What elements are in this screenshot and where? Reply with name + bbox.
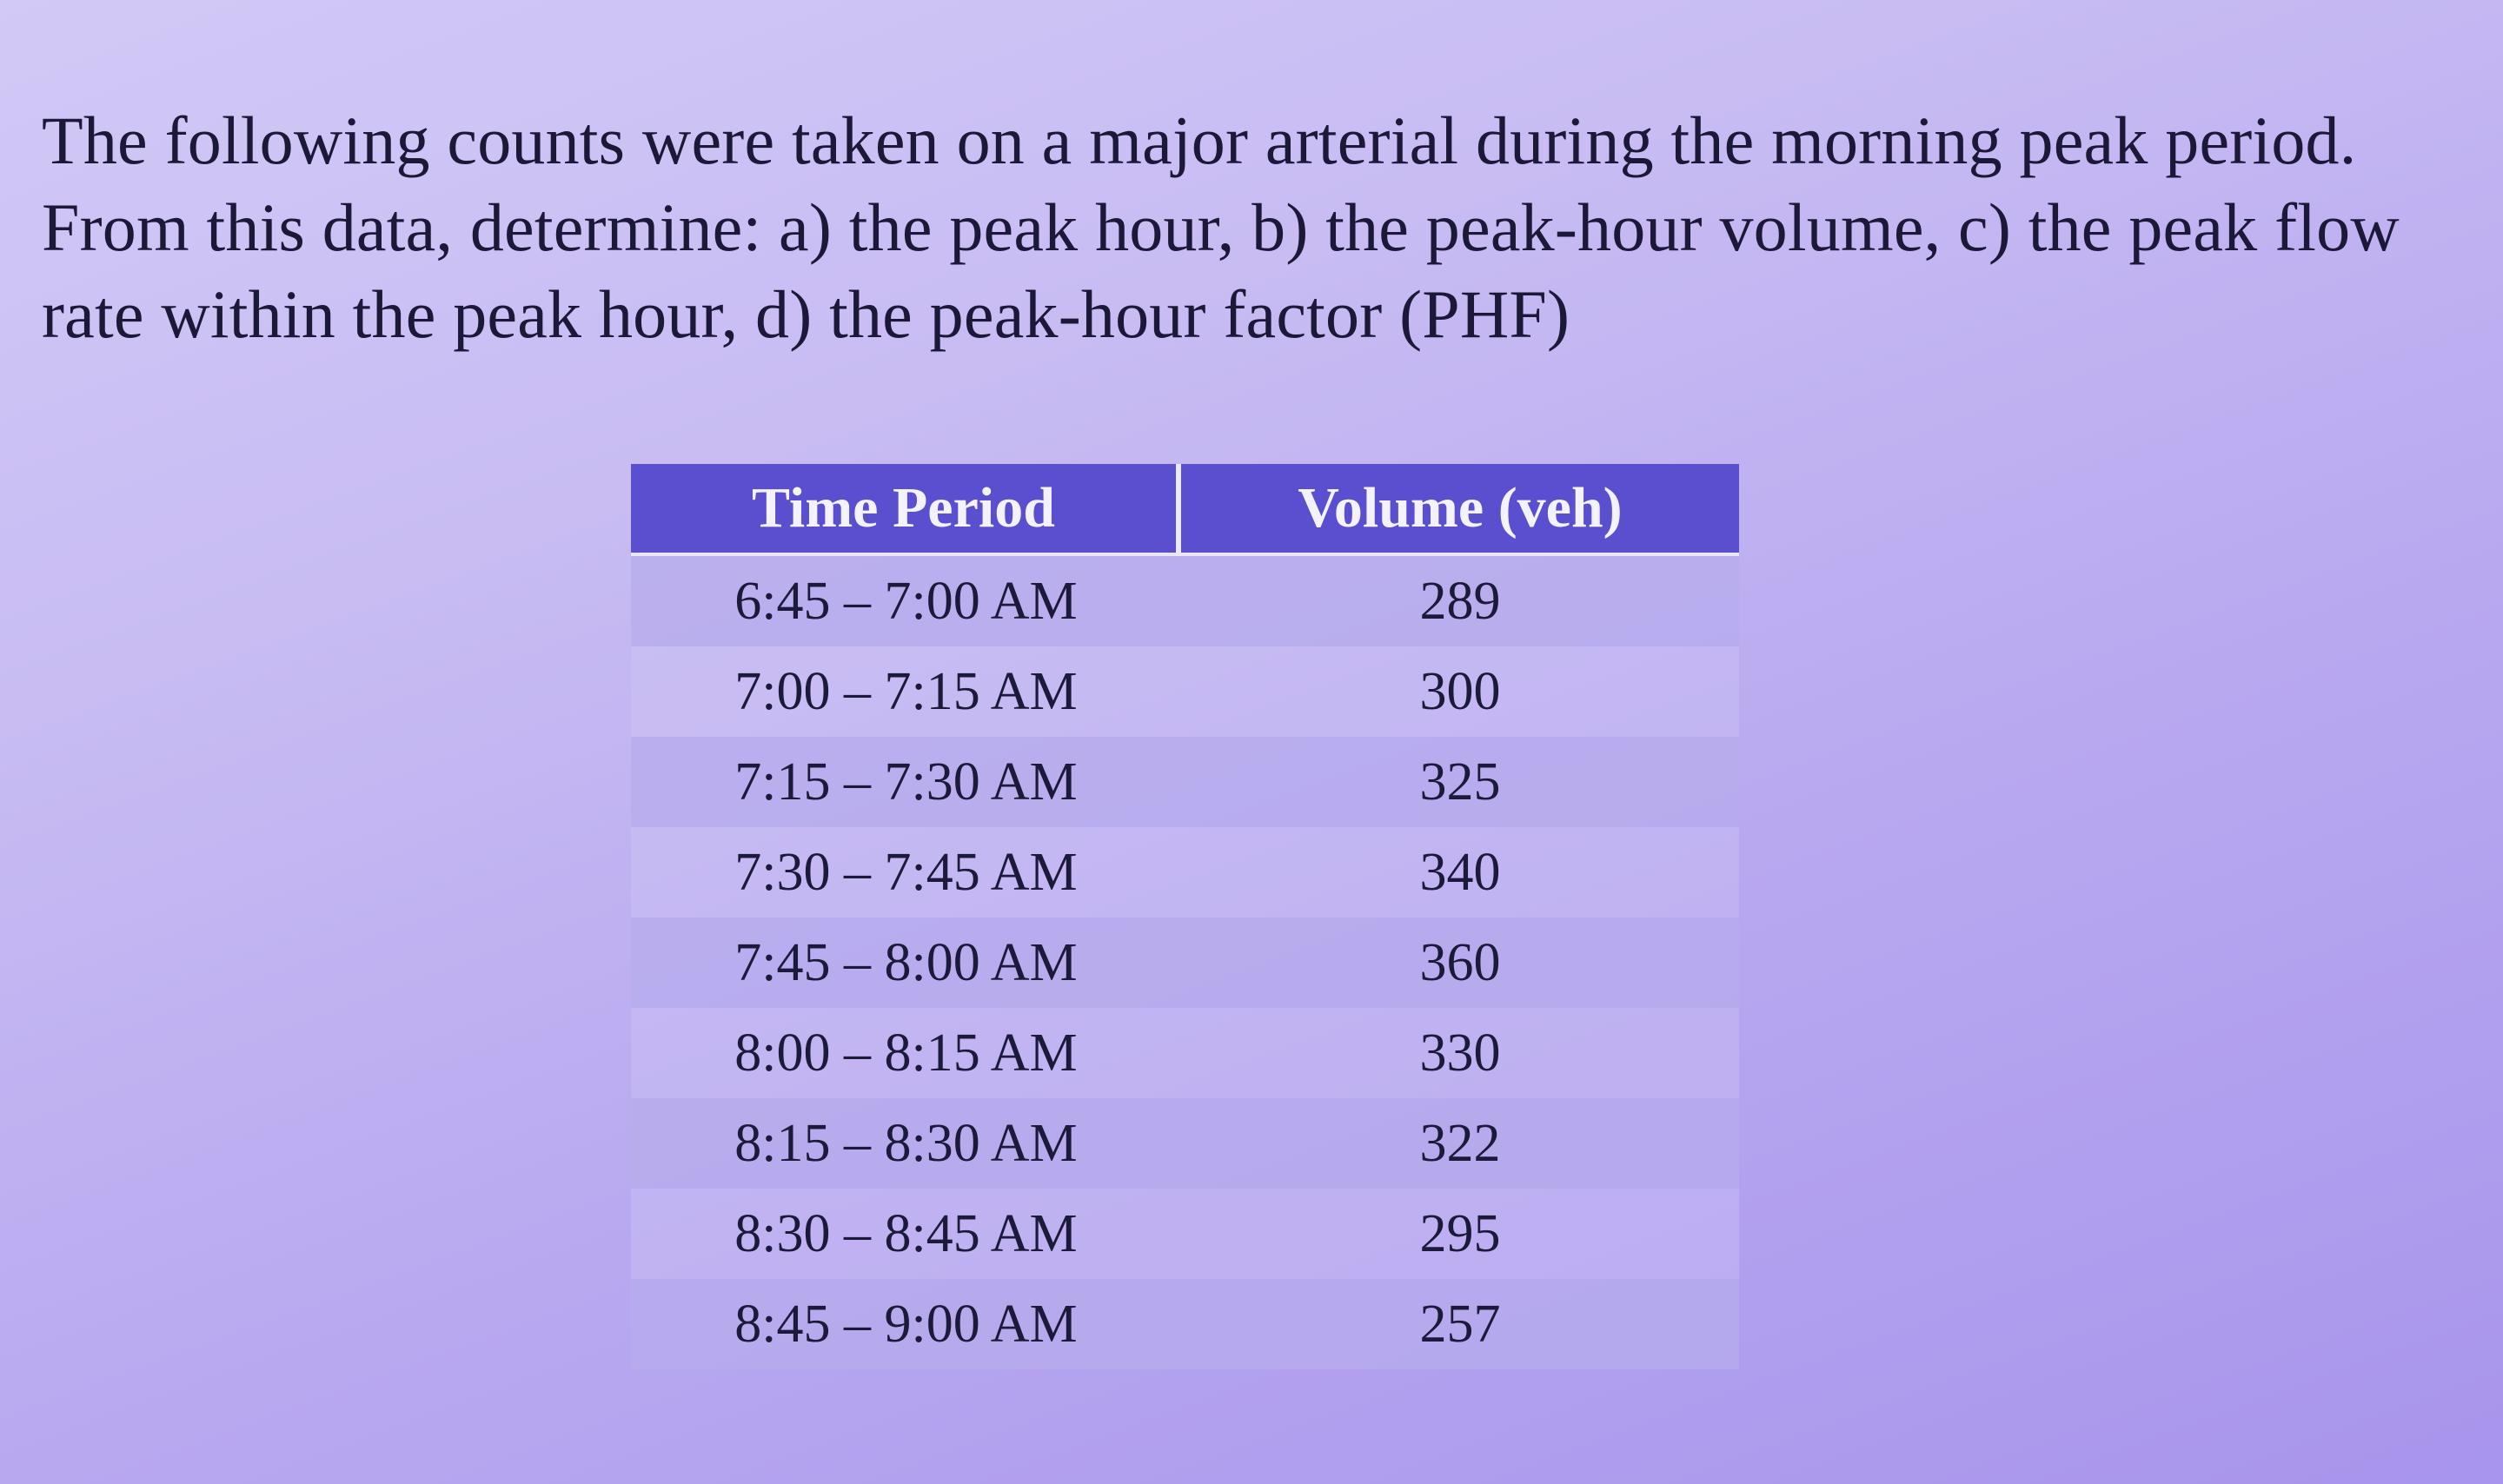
cell-volume: 330 (1181, 1008, 1739, 1098)
table-row (631, 556, 1739, 646)
cell-volume: 322 (1181, 1098, 1739, 1189)
table-row (631, 918, 1739, 1008)
table-row (631, 827, 1739, 918)
header-volume: Volume (veh) (1181, 464, 1739, 556)
cell-volume: 325 (1181, 737, 1739, 827)
table-row (631, 737, 1739, 827)
problem-statement: The following counts were taken on a major arterial during the morning peak period. From this data, determine: a) the peak hour, b) the peak-hour volume, c) the peak flow rate within the peak hour, d) the peak-hour factor (PHF) (42, 103, 2400, 352)
cell-time-period: 7:00 – 7:15 AM (631, 646, 1181, 737)
cell-volume: 295 (1181, 1189, 1739, 1279)
cell-volume: 360 (1181, 918, 1739, 1008)
table-row (631, 1008, 1739, 1098)
traffic-count-table (631, 464, 1739, 1369)
table-row (631, 1098, 1739, 1189)
cell-time-period: 7:45 – 8:00 AM (631, 918, 1181, 1008)
cell-volume: 340 (1181, 827, 1739, 918)
table-row (631, 646, 1739, 737)
cell-volume: 300 (1181, 646, 1739, 737)
cell-time-period: 6:45 – 7:00 AM (631, 556, 1181, 646)
table-header-row (631, 464, 1739, 556)
cell-time-period: 7:30 – 7:45 AM (631, 827, 1181, 918)
table-row (631, 1279, 1739, 1369)
traffic-count-table-container (631, 464, 1739, 1369)
cell-time-period: 8:30 – 8:45 AM (631, 1189, 1181, 1279)
cell-time-period: 7:15 – 7:30 AM (631, 737, 1181, 827)
cell-time-period: 8:15 – 8:30 AM (631, 1098, 1181, 1189)
cell-volume: 289 (1181, 556, 1739, 646)
cell-time-period: 8:45 – 9:00 AM (631, 1279, 1181, 1369)
header-time-period: Time Period (631, 464, 1181, 556)
cell-volume: 257 (1181, 1279, 1739, 1369)
cell-time-period: 8:00 – 8:15 AM (631, 1008, 1181, 1098)
table-row (631, 1189, 1739, 1279)
